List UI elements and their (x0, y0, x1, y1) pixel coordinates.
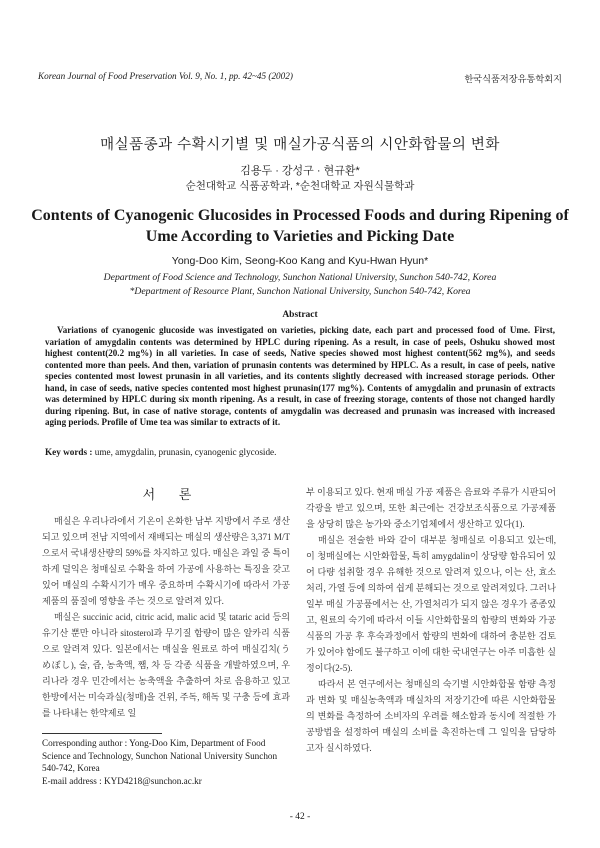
corresponding-author-footnote (42, 737, 290, 787)
footnote-line: Corresponding author : Yong-Doo Kim, Department of Food (42, 738, 266, 748)
left-paragraph: 매실은 succinic acid, citric acid, malic acid 및 tataric acid 등의 유기산 뿐만 아니라 sitosterol과 무기질 함량이 많은 알카리 식품으로 알려져 있다. 일본에서는 매실을 원료로 하여 매실김치(うめぼし), 술, 즙, 농축액, 쨈, 차 등 각종 식품을 개발하였으며, 우리나라 경우 민간에서는 농축액을 추출하여 차로 음용하고 있고 한방에서는 미숙과실(청매)을 건위, 주독, 해독 및 구충 등에 효과를 나타내는 한약제로 일 (42, 612, 290, 718)
english-affiliation-2: *Department of Resource Plant, Sunchon National University, Sunchon 540-742, Korea (129, 286, 471, 297)
page-number: - 42 - (289, 812, 311, 822)
english-title: Contents of Cyanogenic Glucosides in Processed Foods and during Ripening of Ume According to Varieties and Picking Date (31, 207, 569, 245)
journal-korean-name: 한국식품저장유통학회지 (464, 74, 562, 84)
left-column (42, 513, 290, 721)
section-heading: 서 론 (142, 487, 202, 502)
footnote-divider (42, 733, 162, 734)
korean-affiliation: 순천대학교 식품공학과, *순천대학교 자원식물학과 (185, 180, 415, 192)
journal-citation: Korean Journal of Food Preservation Vol. 9, No. 1, pp. 42~45 (2002) (38, 71, 293, 81)
footnote-line: Science and Technology, Sunchon National University Sunchon (42, 750, 278, 761)
keywords (45, 447, 555, 457)
footnote-email: E-mail address : KYD4218@sunchon.ac.kr (42, 775, 202, 786)
korean-authors: 김용두 · 강성구 · 현규환* (240, 165, 360, 177)
keywords-label: Key words : (45, 447, 93, 457)
right-column (306, 484, 556, 756)
korean-title: 매실품종과 수확시기별 및 매실가공식품의 시안화합물의 변화 (100, 137, 500, 153)
abstract-text: Variations of cyanogenic glucoside was investigated on varieties, picking date, each part and processed food of Ume. First, variation of amygdalin contents was determined by HPLC during ripening. As a result, in case of peels, Oshuku showed most highest content(20.2 mg%) in all varieties. In case of seeds, Native species showed most highest content(562 mg%), and seeds contented more than peels. And then, variation of prunasin contents was determined by HPLC. As a result, in case of peels, native species contented most lowest prunasin in all varieties, and its contents slightly decreased with increased storage periods. Other hand, in case of seeds, native species contented most highest prunasin(177 mg%). Contents of amygdalin and prunasin of extracts was determined by HPLC during six month ripening. As a result, in case of freezing storage, contents of those not changed hardly during ripening. But, in case of native storage, contents of amygdalin was decreased and prunasin was increased with increased aging periods. Profile of Ume tea was similar to extracts of it. (45, 325, 555, 428)
keywords-list: ume, amygdalin, prunasin, cyanogenic glycoside. (94, 447, 277, 457)
english-authors: Yong-Doo Kim, Seong-Koo Kang and Kyu-Hwan Hyun* (171, 255, 429, 267)
right-paragraph: 부 이용되고 있다. 현재 매실 가공 제품은 음료와 주류가 시판되어 각광을 받고 있으며, 또한 최근에는 건강보조식품으로 가공제품을 상당히 많은 농가와 중소기업체에서 생산하고 있다(1). (306, 487, 556, 529)
english-affiliation-1: Department of Food Science and Technology, Sunchon National University, Sunchon 540-742, Korea (103, 272, 497, 283)
footnote-line: 540-742, Korea (42, 763, 100, 773)
abstract-heading: Abstract (282, 310, 318, 320)
right-paragraph: 매실은 전술한 바와 같이 대부분 청매실로 이용되고 있는데, 이 청매실에는 시안화합물, 특히 amygdalin이 상당량 함유되어 있어 다량 섭취할 경우 유해한 것으로 알려져 있으나, 이는 산, 효소처리, 가열 등에 의하여 쉽게 분해되는 것으로 알려져있다. 그러나 일부 매실 가공품에서는 산, 가열처리가 되지 않은 경우가 종종있고, 원료의 숙기에 따라서 이들 시안화합물의 함량의 변화와 가공식품의 가공 후 후숙과정에서 함량의 변화에 대하여 충분한 검토가 있어야 함에도 불구하고 이에 대한 국내연구는 아주 미흡한 실정이다(2-5). (306, 535, 556, 673)
left-paragraph: 매실은 우리나라에서 기온이 온화한 남부 지방에서 주로 생산되고 있으며 전남 지역에서 재배되는 매실의 생산량은 3,371 M/T으로서 국내생산량의 59%를 차지하고 있다. 매실은 과일 중 특이하게 덜익은 청매실로 수확을 하여 가공에 사용하는 특징을 갖고 있어 매실의 수확시기가 매우 중요하며 수확시기에 따라서 가공제품의 품질에 영향을 주는 것으로 알려져 있다. (42, 516, 290, 606)
right-paragraph: 따라서 본 연구에서는 청매실의 숙기별 시안화합물 함량 측정과 변화 및 매실농축액과 매실차의 저장기간에 따른 시안화합물의 변화를 측정하여 소비자의 우려를 해소함과 동시에 적절한 가공방법을 설정하여 매실의 소비를 촉진하는데 그 일익을 담당하고자 실시하였다. (306, 679, 556, 753)
